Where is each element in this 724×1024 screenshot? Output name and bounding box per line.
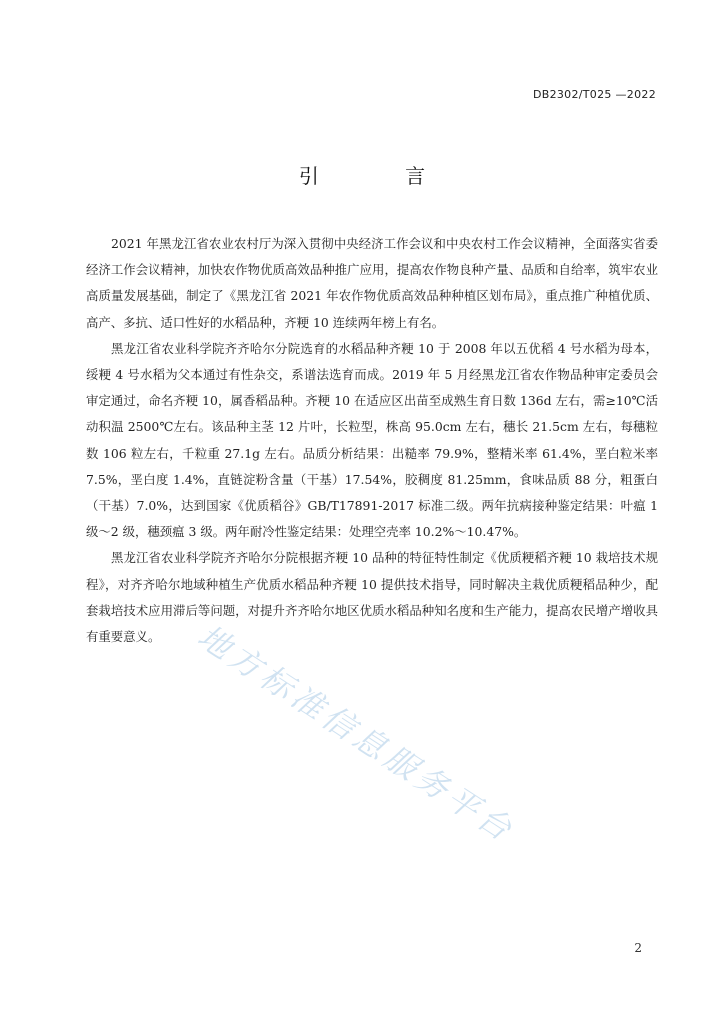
- body-text: [86, 231, 658, 650]
- watermark: 地方标准信息服务平台: [191, 617, 523, 851]
- page-number: 2: [634, 941, 642, 955]
- paragraph-2: 黑龙江省农业科学院齐齐哈尔分院选育的水稻品种齐粳 10 于 2008 年以五优稻 4 号水稻为母本，绥粳 4 号水稻为父本通过有性杂交，系谱法选育而成。2019 年 5 月经黑龙江省农作物品种审定委员会审定通过，命名齐粳 10，属香稻品种。齐粳 10 在适应区出苗至成熟生育日数 136d 左右，需≥10℃活动积温 2500℃左右。该品种主茎 12 片叶，长粒型，株高 95.0cm 左右，穗长 21.5cm 左右，每穗粒数 106 粒左右，千粒重 27.1g 左右。品质分析结果：出糙率 79.9%，整精米率 61.4%，垩白粒米率 7.5%，垩白度 1.4%，直链淀粉含量（干基）17.54%，胶稠度 81.25mm，食味品质 88 分，粗蛋白（干基）7.0%，达到国家《优质稻谷》GB/T17891-2017 标准二级。两年抗病接种鉴定结果：叶瘟 1 级～2 级，穗颈瘟 3 级。两年耐冷性鉴定结果：处理空壳率 10.2%～10.47%。: [86, 340, 658, 540]
- document-code: DB2302/T025 —2022: [532, 88, 656, 101]
- page-title: 引 言: [298, 164, 466, 188]
- paragraph-1: 2021 年黑龙江省农业农村厅为深入贯彻中央经济工作会议和中央农村工作会议精神，全面落实省委经济工作会议精神，加快农作物优质高效品种推广应用，提高农作物良种产量、品质和自给率，筑牢农业高质量发展基础，制定了《黑龙江省 2021 年农作物优质高效品种种植区划布局》，重点推广种植优质、高产、多抗、适口性好的水稻品种，齐粳 10 连续两年榜上有名。: [86, 236, 658, 330]
- paragraph-3: 黑龙江省农业科学院齐齐哈尔分院根据齐粳 10 品种的特征特性制定《优质粳稻齐粳 10 栽培技术规程》，对齐齐哈尔地域种植生产优质水稻品种齐粳 10 提供技术指导，同时解决主栽优质粳稻品种少，配套栽培技术应用滞后等问题，对提升齐齐哈尔地区优质水稻品种知名度和生产能力，提高农民增产增收具有重要意义。: [86, 550, 658, 645]
